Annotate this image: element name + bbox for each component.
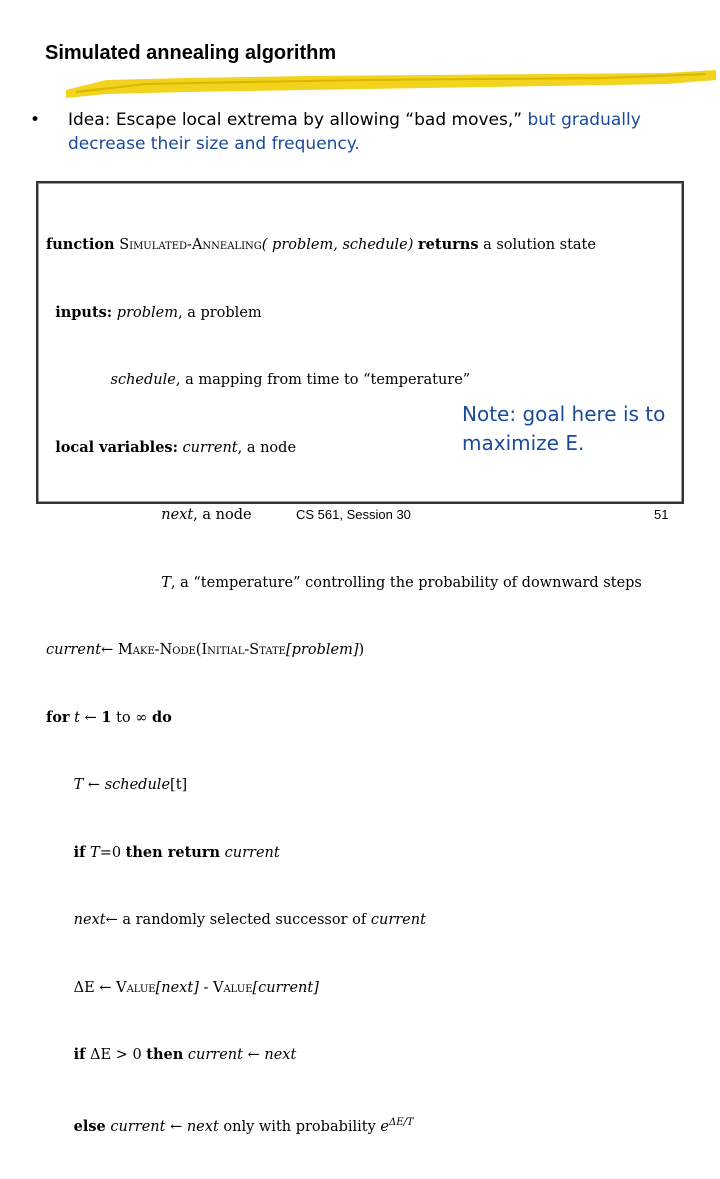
function-name: Simulated-Annealing xyxy=(119,237,262,253)
number: 1 xyxy=(101,708,112,726)
algo-line-11 xyxy=(46,909,642,932)
line-rest: to ∞ xyxy=(111,709,152,726)
algo-line-1 xyxy=(46,234,642,257)
footer-text: CS 561, Session 30 xyxy=(296,507,411,522)
fn-name: Value xyxy=(116,979,156,996)
line-rest: a randomly selected successor of xyxy=(122,912,371,928)
condition: ΔE > 0 xyxy=(85,1047,147,1063)
var: next xyxy=(264,1047,297,1063)
var: current xyxy=(182,439,238,456)
delta-e: ΔE ← xyxy=(73,979,117,996)
var: T xyxy=(161,574,171,591)
arg: [current] xyxy=(252,979,319,996)
var: current xyxy=(370,912,426,928)
var: current xyxy=(220,844,280,861)
operator: ← xyxy=(83,777,105,793)
algo-line-3 xyxy=(46,369,642,392)
line-rest: a solution state xyxy=(478,237,596,253)
algo-line-8 xyxy=(46,707,642,730)
algo-line-7 xyxy=(46,639,642,662)
operator: ← xyxy=(105,912,123,928)
line-rest: , a mapping from time to “temperature” xyxy=(175,372,471,388)
line-rest: , a problem xyxy=(177,304,262,321)
operator: ← xyxy=(165,1118,187,1135)
var: current xyxy=(46,642,102,658)
operator: =0 xyxy=(99,844,126,861)
keyword-inputs: inputs: xyxy=(55,303,113,321)
algo-line-2 xyxy=(46,302,642,325)
algo-line-9 xyxy=(46,774,642,797)
var: current xyxy=(105,1118,166,1135)
var: next xyxy=(186,1118,219,1135)
line-rest: only with probability xyxy=(218,1118,381,1135)
page-number: 51 xyxy=(654,507,669,522)
keyword-else: else xyxy=(73,1117,106,1135)
algo-line-14 xyxy=(46,1112,642,1135)
algo-line-12 xyxy=(46,977,642,1000)
var: next xyxy=(73,912,106,928)
keyword-for: for xyxy=(46,708,70,726)
var: problem xyxy=(116,304,178,321)
fn-name: (Initial-State xyxy=(195,642,286,658)
line-rest: , a node xyxy=(237,439,297,456)
operator: ← xyxy=(80,709,102,726)
bullet-item xyxy=(30,108,690,156)
note-text: Note: goal here is to maximize E. xyxy=(462,402,666,455)
keyword-function: function xyxy=(46,236,115,253)
line-rest: [t] xyxy=(170,777,188,793)
var: current xyxy=(183,1047,243,1063)
bullet-text xyxy=(68,108,690,156)
operator: ← xyxy=(242,1047,265,1063)
keyword-then-return: then return xyxy=(125,843,221,861)
bullet-dot: • xyxy=(30,110,41,130)
keyword-returns: returns xyxy=(418,236,479,253)
var: T xyxy=(73,777,84,793)
function-args: ( problem, schedule) xyxy=(261,237,414,253)
var: T xyxy=(85,844,100,861)
slide-title: Simulated annealing algorithm xyxy=(45,42,337,64)
line-rest: , a node xyxy=(193,507,252,523)
keyword-then: then xyxy=(146,1046,184,1063)
exponent: ΔE/T xyxy=(389,1116,414,1128)
bullet-text-black: Idea: Escape local extrema by allowing “bad moves,” xyxy=(68,110,523,130)
algo-line-6 xyxy=(46,572,642,595)
operator: - xyxy=(198,979,213,996)
fn-name: Value xyxy=(212,979,253,996)
keyword-local-variables: local variables: xyxy=(55,438,178,456)
operator: ← xyxy=(101,642,118,658)
keyword-if: if xyxy=(73,1046,86,1063)
line-rest: , a “temperature” controlling the probability of downward steps xyxy=(170,574,642,591)
algorithm-pseudocode xyxy=(46,189,642,1179)
var: schedule xyxy=(110,372,176,388)
algo-line-13 xyxy=(46,1044,642,1067)
paren: ) xyxy=(358,642,365,658)
var: t xyxy=(74,709,80,726)
bullet-text-blue: but gradually decrease their size and frequency. xyxy=(68,110,641,154)
arg: [problem] xyxy=(285,642,359,658)
fn-name: Make-Node xyxy=(117,642,196,658)
var: next xyxy=(161,507,194,523)
exp-base: e xyxy=(380,1118,390,1135)
arg: [next] xyxy=(155,979,199,996)
var: schedule xyxy=(104,777,171,793)
keyword-do: do xyxy=(151,708,172,726)
keyword-if: if xyxy=(73,843,86,861)
title-underline-decoration xyxy=(66,70,716,98)
algo-line-10 xyxy=(46,842,642,865)
